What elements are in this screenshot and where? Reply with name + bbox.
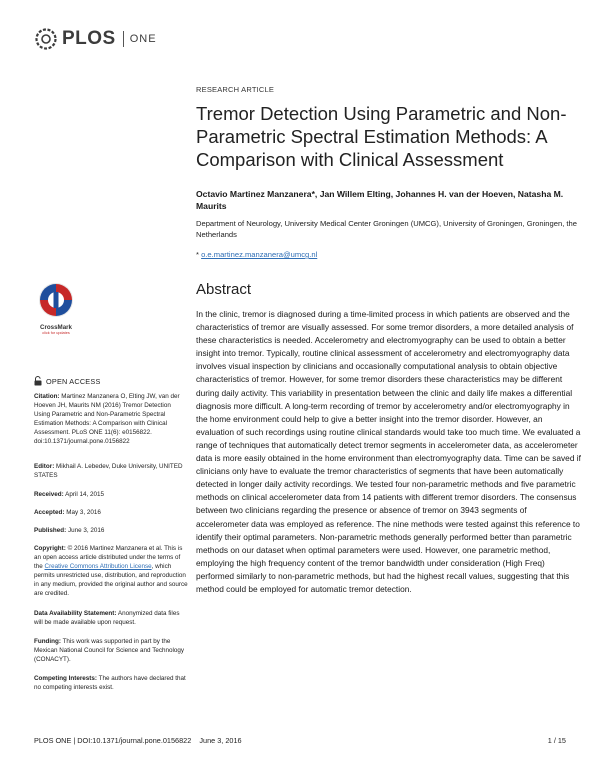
crossmark-icon (38, 282, 74, 318)
data-availability-block: Data Availability Statement: Anonymized data files will be made available upon request. (34, 610, 180, 627)
logo-divider (123, 31, 124, 47)
open-lock-icon (34, 376, 42, 386)
editor-block: Editor: Mikhail A. Lebedev, Duke University, UNITED STATES (34, 463, 183, 480)
logo-brand: PLOS (62, 28, 116, 49)
open-access-badge (34, 376, 101, 386)
received-block: Received: April 14, 2015 (34, 491, 105, 498)
open-access-label: OPEN ACCESS (46, 376, 101, 386)
article-type: RESEARCH ARTICLE (196, 85, 275, 94)
competing-interests-block: Competing Interests: The authors have declared that no competing interests exist. (34, 675, 186, 692)
license-link[interactable]: Creative Commons Attribution License (44, 563, 152, 571)
published-block: Published: June 3, 2016 (34, 527, 105, 534)
email-marker: * (196, 250, 202, 259)
page-number: 1 / 15 (547, 736, 566, 745)
crossmark-sub: click for updates (42, 331, 70, 335)
footer-citation: PLOS ONE | DOI:10.1371/journal.pone.0156822 June 3, 2016 (34, 736, 242, 745)
logo-journal: ONE (129, 33, 157, 45)
affiliation: Department of Neurology, University Medical Center Groningen (UMCG), University of Groningen, Groningen, the Netherlands (196, 219, 577, 239)
corresponding-email (196, 250, 317, 259)
crossmark-label: CrossMark (40, 324, 72, 331)
article-title: Tremor Detection Using Parametric and Non-Parametric Spectral Estimation Methods: A Comparison with Clinical Assessment (196, 103, 567, 170)
funding-block: Funding: This work was supported in part by the Mexican National Council for Science and Technology (CONACYT). (34, 638, 185, 664)
accepted-block: Accepted: May 3, 2016 (34, 509, 101, 516)
page-footer (34, 736, 566, 745)
copyright-block: Copyright: © 2016 Martinez Manzanera et al. This is an open access article distributed under the terms of the Creative Commons Attribution License, which permits unrestricted use, distribution, and reproduction in any medium, provided the original author and source are credited. (34, 545, 188, 598)
abstract-text: In the clinic, tremor is diagnosed during a time-limited process in which patients are observed and the characteristics of tremor are visually assessed. For some tremor disorders, a more detailed analysis of these characteristics is needed. Accelerometry and electromyography can be used to obtain a better insight into tremor. Typically, routine clinical assessment of accelerometry and electromyography data involves visual inspection by clinicians and occasionally computational analysis to obtain objective characteristics of tremor. However, for some tremor disorders these characteristics may be different during daily activity. This variability in presentation between the clinic and daily life makes a differential diagnosis more difficult. A long-term recording of tremor by accelerometry and/or electromyography in the home environment could help to give a better insight into the tremor disorder. However, an evaluation of such recordings using routine clinical standards would take too much time. We evaluated a range of techniques that automatically detect tremor segments in accelerometer data, as accelerometer data is more easily obtained in the home environment than electromyography data. Time can be saved if clinicians only have to evaluate the tremor characteristics of segments that have been automatically detected in longer daily activity recordings. We tested four non-parametric methods and five parametric methods on clinical accelerometer data from 14 patients with different tremor disorders. The consensus between two clinicians regarding the presence or absence of tremor on 3943 segments of accelerometer data was employed as reference. The nine methods were tested against this reference to identify their optimal parameters. Non-parametric methods generally performed better than parametric methods on our dataset when optimal parameters were used. However, one parametric method, employing the high frequency content of the tremor bandwidth under consideration (High Freq) performed similarly to non-parametric methods, but had the highest recall values, suggesting that this method could be employed for automatic tremor detection. (196, 309, 581, 594)
abstract-heading: Abstract (196, 281, 252, 298)
crossmark-badge[interactable] (35, 282, 77, 335)
plos-one-logo[interactable] (33, 28, 157, 50)
citation-block: Citation: Martinez Manzanera O, Elting JW, van der Hoeven JH, Maurits NM (2016) Tremor Detection Using Parametric and Non-Parametric Spectral Estimation Methods: A Comparison with Clinical Assessment. PLoS ONE 11(6): e0156822. doi:10.1371/journal.pone.0156822 (34, 393, 180, 446)
plos-logo-icon (33, 28, 59, 50)
author-list: Octavio Martinez Manzanera*, Jan Willem Elting, Johannes H. van der Hoeven, Natasha M. Maurits (196, 189, 564, 211)
email-link[interactable]: o.e.martinez.manzanera@umcg.nl (201, 250, 318, 259)
